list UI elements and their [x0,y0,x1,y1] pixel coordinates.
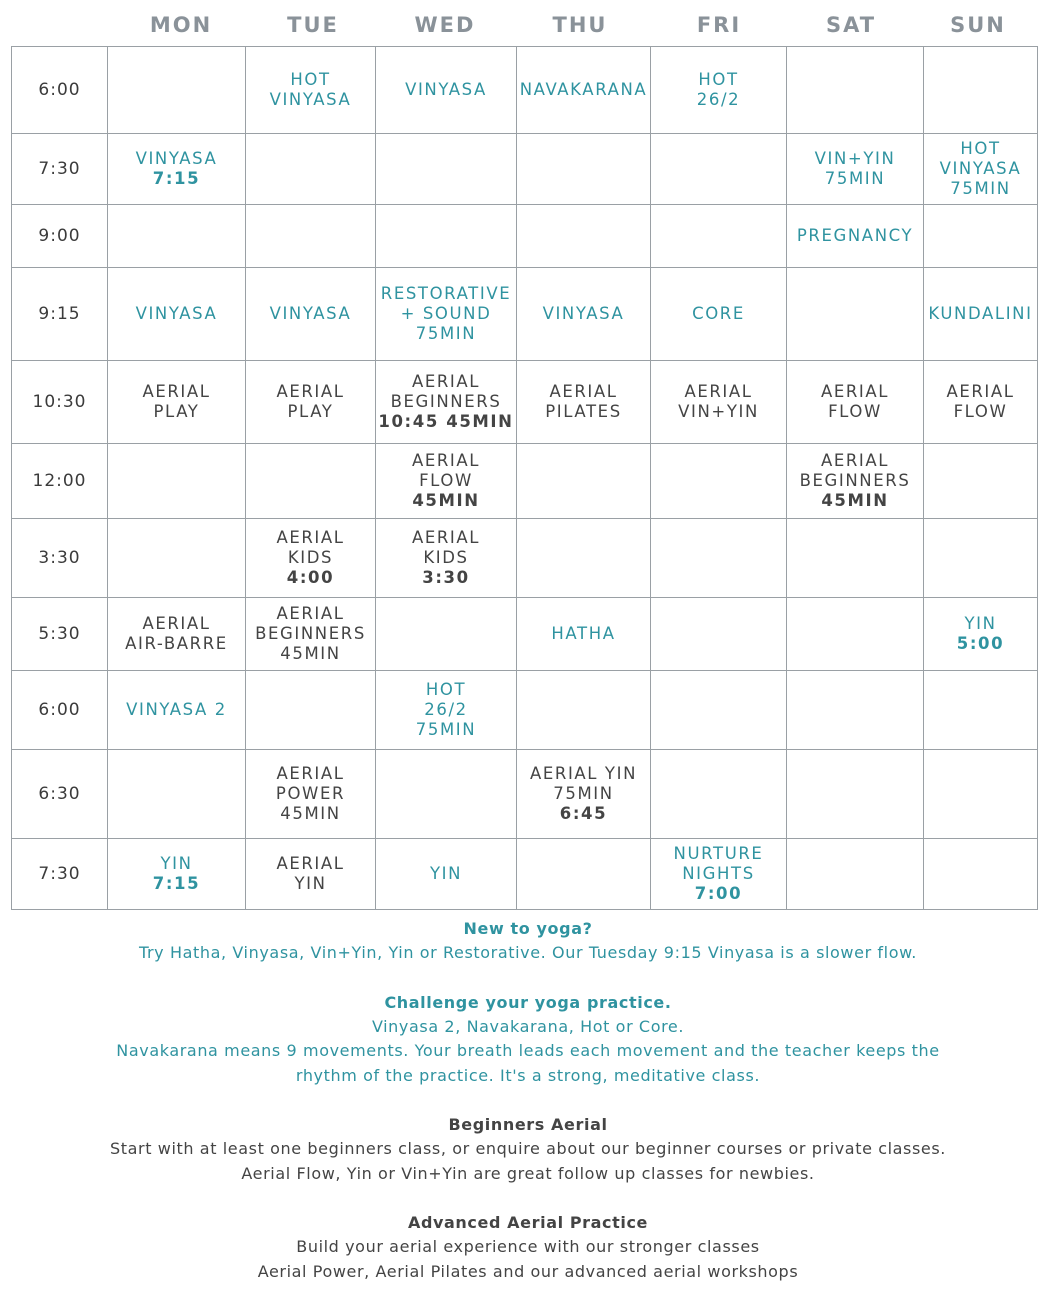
class-time-note: 7:00 [694,884,743,903]
class-schedule-table [11,46,1038,910]
class-name-line: VINYASA [135,304,218,323]
schedule-cell-fri [651,361,787,444]
yoga-class-entry [787,226,923,246]
note-heading: Challenge your yoga practice. [384,992,672,1012]
day-header-sun: SUN [950,13,1006,37]
schedule-cell-fri [651,268,787,361]
aerial-class-entry [517,382,650,422]
schedule-cell-mon [108,671,246,750]
aerial-class-entry [787,451,923,511]
note-text: rhythm of the practice. It's a strong, meditative class. [295,1065,761,1085]
day-header-fri: FRI [696,13,742,37]
schedule-cell-tue [246,750,376,839]
schedule-cell-tue [246,671,376,750]
class-name-line: HOT [698,70,739,89]
class-name-line: 75MIN [415,324,477,343]
class-name-line: VINYASA [269,90,352,109]
note-text: Aerial Flow, Yin or Vin+Yin are great follow up classes for newbies. [241,1163,815,1183]
class-name-line: AERIAL YIN [529,764,638,783]
class-name-line: AERIAL [276,604,345,623]
class-name-line: KUNDALINI [928,304,1033,323]
class-name-line: HOT [290,70,331,89]
class-name-line: 75MIN [415,720,477,739]
schedule-cell-wed [376,598,517,671]
class-name-line: 26/2 [696,90,741,109]
yoga-class-entry [108,700,245,720]
schedule-cell-wed [376,361,517,444]
schedule-cell-wed [376,134,517,205]
schedule-cell-mon [108,750,246,839]
time-slot-label: 9:00 [12,205,108,268]
schedule-cell-sat [787,205,924,268]
time-slot-label: 3:30 [12,519,108,598]
class-name-line: AERIAL [411,372,481,391]
schedule-cell-mon [108,519,246,598]
schedule-cell-mon [108,361,246,444]
note-text: Aerial Power, Aerial Pilates and our advanced aerial workshops [257,1261,799,1281]
schedule-cell-tue [246,47,376,134]
schedule-cell-thu [517,268,651,361]
schedule-row [12,839,1038,910]
note-heading: New to yoga? [463,919,593,938]
class-name-line: CORE [692,304,745,323]
schedule-cell-mon [108,268,246,361]
schedule-cell-mon [108,839,246,910]
yoga-class-entry [651,844,786,904]
class-name-line: VINYASA [542,304,625,323]
schedule-notes [0,916,1056,1308]
time-slot-label: 6:30 [12,750,108,839]
note-section [0,916,1056,966]
note-heading: Advanced Aerial Practice [407,1213,649,1232]
time-slot-label: 7:30 [12,134,108,205]
schedule-cell-sun [924,205,1038,268]
schedule-cell-sat [787,598,924,671]
class-time-note: 4:00 [286,568,335,587]
class-name-line: FLOW [828,402,882,421]
schedule-cell-mon [108,598,246,671]
class-name-line: YIN [964,614,997,633]
aerial-class-entry [376,372,516,432]
class-name-line: NAVAKARANA [519,80,648,99]
time-slot-label: 6:00 [12,47,108,134]
time-slot-label: 7:30 [12,839,108,910]
schedule-cell-tue [246,519,376,598]
class-name-line: AERIAL [276,764,345,783]
schedule-cell-wed [376,444,517,519]
schedule-row [12,598,1038,671]
note-heading: Beginners Aerial [448,1115,608,1134]
schedule-cell-tue [246,268,376,361]
class-name-line: VINYASA [405,80,487,99]
class-name-line: AERIAL [549,382,618,401]
class-name-line: KIDS [423,548,469,567]
class-time-note: 3:30 [422,568,470,587]
yoga-class-entry [376,80,516,100]
aerial-class-entry [246,764,375,824]
class-name-line: KIDS [287,548,334,567]
schedule-cell-fri [651,134,787,205]
schedule-row [12,205,1038,268]
schedule-cell-thu [517,47,651,134]
schedule-row [12,519,1038,598]
time-slot-label: 6:00 [12,671,108,750]
class-name-line: PILATES [545,402,622,421]
class-name-line: FLOW [419,471,473,490]
schedule-row [12,47,1038,134]
aerial-class-entry [246,854,375,894]
yoga-class-entry [924,304,1037,324]
schedule-cell-fri [651,519,787,598]
schedule-cell-thu [517,519,651,598]
day-header-mon: MON [149,13,213,37]
class-time-note: 45MIN [821,491,889,510]
class-name-line: VIN+YIN [814,149,896,168]
yoga-class-entry [108,854,245,894]
class-name-line: YIN [294,874,327,893]
schedule-cell-wed [376,519,517,598]
class-name-line: VINYASA [269,304,352,323]
class-name-line: POWER [275,784,346,803]
note-section [0,1112,1056,1186]
schedule-cell-wed [376,47,517,134]
schedule-cell-thu [517,839,651,910]
class-name-line: 45MIN [280,804,341,823]
aerial-class-entry [376,528,516,588]
schedule-cell-sat [787,671,924,750]
schedule-cell-sun [924,47,1038,134]
class-name-line: BEGINNERS [799,471,911,490]
schedule-cell-sun [924,839,1038,910]
schedule-cell-thu [517,671,651,750]
schedule-cell-thu [517,134,651,205]
schedule-cell-mon [108,47,246,134]
yoga-class-entry [108,149,245,189]
class-name-line: HATHA [551,624,616,643]
class-name-line: + SOUND [400,304,492,323]
class-name-line: AERIAL [820,382,890,401]
schedule-cell-sat [787,444,924,519]
schedule-row [12,444,1038,519]
class-name-line: AIR-BARRE [125,634,228,653]
class-name-line: 45MIN [280,644,341,663]
schedule-cell-sat [787,268,924,361]
schedule-cell-thu [517,598,651,671]
aerial-class-entry [517,764,650,824]
aerial-class-entry [246,604,375,664]
time-slot-label: 12:00 [12,444,108,519]
schedule-cell-sat [787,47,924,134]
day-header-wed: WED [414,13,476,37]
schedule-cell-thu [517,750,651,839]
schedule-cell-fri [651,444,787,519]
schedule-cell-sun [924,268,1038,361]
yoga-class-entry [651,70,786,110]
class-name-line: 26/2 [424,700,468,719]
schedule-cell-tue [246,839,376,910]
aerial-class-entry [246,528,375,588]
schedule-cell-sat [787,134,924,205]
schedule-cell-sat [787,519,924,598]
class-time-note: 7:15 [152,874,201,893]
class-name-line: YIN [160,854,193,873]
class-name-line: NIGHTS [682,864,755,883]
yoga-class-entry [517,304,650,324]
schedule-cell-tue [246,205,376,268]
class-name-line: FLOW [953,402,1008,421]
yoga-class-entry [517,80,650,100]
schedule-cell-mon [108,134,246,205]
note-section [0,990,1056,1089]
schedule-cell-sun [924,671,1038,750]
schedule-cell-sun [924,519,1038,598]
class-name-line: VIN+YIN [678,402,759,421]
class-name-line: HOT [960,139,1001,158]
yoga-class-entry [246,70,375,110]
note-text: Build your aerial experience with our stronger classes [296,1237,760,1256]
yoga-class-entry [924,614,1037,654]
schedule-cell-mon [108,444,246,519]
schedule-cell-sun [924,750,1038,839]
class-name-line: AERIAL [684,382,753,401]
yoga-class-entry [376,864,516,884]
schedule-cell-sun [924,361,1038,444]
class-time-note: 7:15 [152,169,201,188]
schedule-row [12,134,1038,205]
schedule-cell-wed [376,839,517,910]
class-name-line: PLAY [153,402,200,421]
schedule-cell-tue [246,134,376,205]
class-name-line: VINYASA [135,149,218,168]
schedule-cell-sun [924,444,1038,519]
schedule-cell-tue [246,361,376,444]
note-text: Try Hatha, Vinyasa, Vin+Yin, Yin or Restorative. Our Tuesday 9:15 Vinyasa is a slower flow. [138,943,917,962]
class-name-line: NURTURE [673,844,764,863]
schedule-cell-sat [787,750,924,839]
time-slot-label: 9:15 [12,268,108,361]
class-time-note: 10:45 45MIN [378,412,514,431]
schedule-cell-sat [787,839,924,910]
aerial-class-entry [651,382,786,422]
yoga-class-entry [651,304,786,324]
class-name-line: AERIAL [142,614,211,633]
schedule-cell-fri [651,47,787,134]
schedule-cell-wed [376,750,517,839]
yoga-class-entry [246,304,375,324]
schedule-cell-fri [651,598,787,671]
schedule-cell-sat [787,361,924,444]
day-header-thu: THU [552,13,608,37]
class-name-line: AERIAL [276,854,345,873]
class-name-line: AERIAL [276,528,345,547]
yoga-class-entry [517,624,650,644]
schedule-row [12,750,1038,839]
day-header-sat: SAT [825,13,877,37]
class-name-line: 75MIN [950,179,1011,198]
schedule-cell-mon [108,205,246,268]
schedule-cell-thu [517,361,651,444]
class-time-note: 5:00 [956,634,1005,653]
class-name-line: AERIAL [411,528,481,547]
day-header-tue: TUE [287,13,339,37]
time-slot-label: 5:30 [12,598,108,671]
schedule-cell-tue [246,444,376,519]
schedule-row [12,671,1038,750]
aerial-class-entry [108,382,245,422]
schedule-cell-fri [651,750,787,839]
note-text: Navakarana means 9 movements. Your breath leads each movement and the teacher keeps the [116,1041,940,1060]
yoga-class-entry [376,284,516,344]
class-name-line: BEGINNERS [390,392,502,411]
aerial-class-entry [376,451,516,511]
class-name-line: VINYASA [939,159,1022,178]
note-text: Vinyasa 2, Navakarana, Hot or Core. [371,1016,685,1036]
class-name-line: PREGNANCY [796,226,914,245]
schedule-row [12,361,1038,444]
schedule-cell-fri [651,671,787,750]
aerial-class-entry [787,382,923,422]
class-name-line: 75MIN [824,169,886,188]
note-section [0,1210,1056,1284]
class-name-line: AERIAL [411,451,481,470]
schedule-cell-wed [376,205,517,268]
class-name-line: 75MIN [553,784,614,803]
class-name-line: YIN [429,864,463,883]
class-name-line: HOT [425,680,467,699]
note-text: Start with at least one beginners class, or enquire about our beginner courses or private classes. [109,1139,946,1158]
aerial-class-entry [108,614,245,654]
yoga-class-entry [108,304,245,324]
yoga-class-entry [924,139,1037,199]
class-name-line: AERIAL [820,451,890,470]
class-name-line: AERIAL [946,382,1015,401]
schedule-cell-wed [376,671,517,750]
schedule-cell-fri [651,205,787,268]
class-name-line: BEGINNERS [255,624,366,643]
schedule-row [12,268,1038,361]
aerial-class-entry [246,382,375,422]
schedule-cell-thu [517,444,651,519]
time-slot-label: 10:30 [12,361,108,444]
class-name-line: RESTORATIVE [380,284,512,303]
class-time-note: 45MIN [412,491,480,510]
class-name-line: VINYASA 2 [126,700,227,719]
schedule-cell-thu [517,205,651,268]
class-name-line: AERIAL [276,382,345,401]
schedule-cell-fri [651,839,787,910]
schedule-cell-wed [376,268,517,361]
yoga-class-entry [376,680,516,740]
schedule-cell-tue [246,598,376,671]
schedule-cell-sun [924,598,1038,671]
class-name-line: PLAY [287,402,334,421]
class-name-line: AERIAL [142,382,211,401]
schedule-cell-sun [924,134,1038,205]
yoga-class-entry [787,149,923,189]
aerial-class-entry [924,382,1037,422]
class-time-note: 6:45 [559,804,608,823]
